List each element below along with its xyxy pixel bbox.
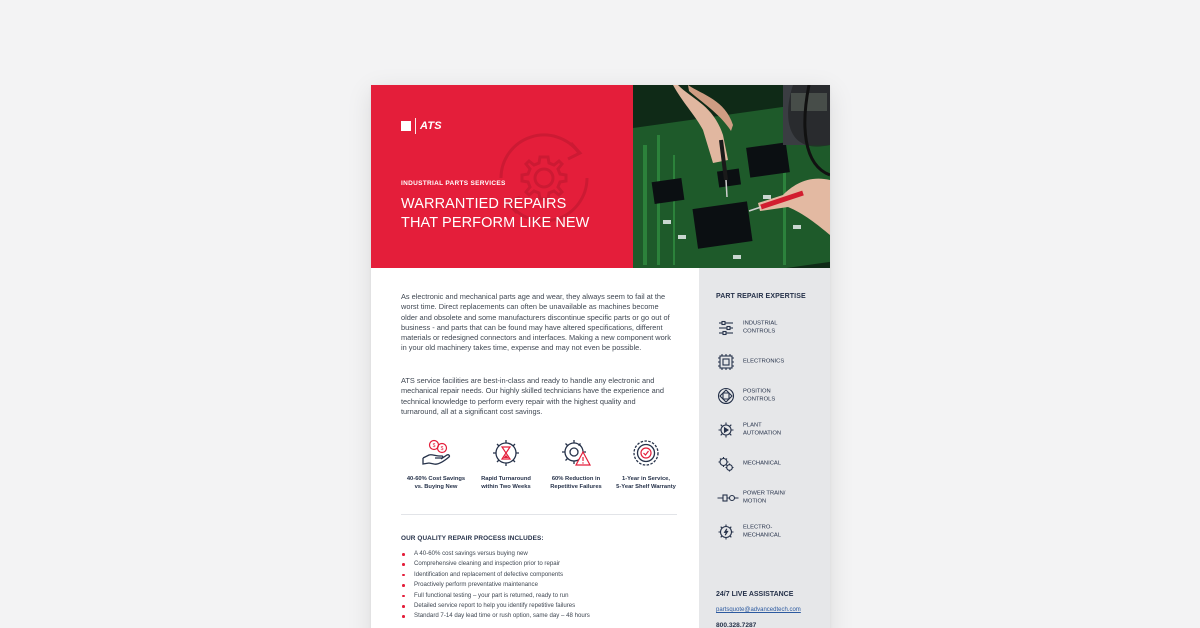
headline: [401, 195, 621, 233]
stat-label-cost: [401, 475, 471, 491]
electronics-icon: [717, 353, 735, 371]
sidebar-item-industrial-controls: [716, 316, 826, 340]
headline-line-1: WARRANTIED REPAIRS: [401, 196, 567, 212]
svg-text:$: $: [432, 443, 436, 449]
plant-automation-icon: [717, 421, 735, 439]
sidebar-item-label: POWER TRAIN/ MOTION: [743, 490, 786, 504]
stat-turnaround: [471, 438, 541, 491]
sidebar-item-electronics: [716, 350, 826, 374]
stat-line-2: 5-Year Shelf Warranty: [616, 484, 676, 490]
gear-warning-icon: [560, 438, 592, 468]
electro-mechanical-icon: [717, 523, 735, 541]
mechanical-icon: [717, 455, 735, 473]
stat-label-reduction: [541, 475, 611, 491]
power-train-icon: [717, 489, 739, 507]
stats-row: [401, 438, 681, 498]
sidebar-item-label: ELECTRONICS: [743, 358, 785, 365]
assist-title: 24/7 LIVE ASSISTANCE: [716, 591, 794, 598]
stat-label-turnaround: [471, 475, 541, 491]
list-item: Identification and replacement of defective components: [401, 570, 681, 580]
intro-paragraph: As electronic and mechanical parts age and wear, they always seem to fail at the worst time. Direct replacements can often be unavailable as machines become older and obsolete and some manufacturers discontinue specific parts or go out of business - and parts that can be found may have altered specifications, different materials or redesigned connectors and interfaces. Making a new component work in your old machinery takes time, expense and may not even be possible.: [401, 292, 671, 353]
flyer-document: [371, 85, 830, 628]
stat-line-1: 1-Year in Service,: [621, 476, 671, 482]
list-item: Detailed service report to help you identify repetitive failures: [401, 601, 681, 611]
list-item: Comprehensive cleaning and inspection prior to repair: [401, 559, 681, 569]
sidebar-item-label: ELECTRO- MECHANICAL: [743, 524, 782, 538]
gear-hourglass-icon: [490, 438, 522, 468]
stat-line-1: Rapid Turnaround: [481, 476, 531, 482]
stat-line-2: within Two Weeks: [481, 484, 531, 490]
eyebrow-label: INDUSTRIAL PARTS SERVICES: [401, 180, 506, 187]
logo-text: ATS: [420, 120, 442, 132]
process-title: OUR QUALITY REPAIR PROCESS INCLUDES:: [401, 535, 544, 542]
sidebar-item-label: INDUSTRIAL CONTROLS: [743, 320, 778, 334]
sidebar-item-power-train: [716, 486, 826, 510]
stat-line-2: vs. Buying New: [414, 484, 458, 490]
sidebar-title: PART REPAIR EXPERTISE: [716, 293, 806, 300]
position-controls-icon: [717, 387, 735, 405]
sidebar-item-label: PLANT AUTOMATION: [743, 422, 782, 436]
process-list: [401, 549, 681, 622]
list-item: A 40-60% cost savings versus buying new: [401, 549, 681, 559]
stat-warranty: [611, 438, 681, 491]
sidebar-item-label: MECHANICAL: [743, 460, 782, 467]
stat-line-1: 40-60% Cost Savings: [406, 476, 466, 482]
stat-line-1: 60% Reduction in: [551, 476, 601, 482]
hero-red-panel: [371, 85, 633, 268]
stat-label-warranty: [611, 475, 681, 491]
sidebar-item-plant-automation: [716, 418, 826, 442]
sidebar-item-electro-mechanical: [716, 520, 826, 544]
sidebar-item-label: POSITION CONTROLS: [743, 388, 776, 402]
list-item: Standard 7-14 day lead time or rush option, same day – 48 hours: [401, 611, 681, 621]
svg-text:$: $: [440, 446, 444, 452]
list-item: Full functional testing – your part is returned, ready to run: [401, 591, 681, 601]
logo-divider: [415, 118, 416, 134]
headline-line-2: THAT PERFORM LIKE NEW: [401, 215, 590, 231]
assist-phone: 800.328.7287: [716, 622, 757, 628]
stat-reduction: [541, 438, 611, 491]
hero-banner: [371, 85, 830, 268]
sidebar-item-position-controls: [716, 384, 826, 408]
expertise-sidebar: [699, 268, 830, 628]
circuit-board-test-photo: [633, 85, 830, 268]
sidebar-item-mechanical: [716, 452, 826, 476]
ats-logo: [401, 118, 442, 134]
main-column: [371, 268, 699, 628]
logo-square-mark: [401, 121, 411, 131]
industrial-controls-icon: [717, 319, 735, 337]
hand-coins-icon: [420, 438, 452, 468]
section-divider: [401, 514, 677, 515]
assist-email-link[interactable]: partsquote@advancedtech.com: [716, 607, 801, 613]
stat-line-2: Repetitive Failures: [550, 484, 602, 490]
stat-cost-savings: [401, 438, 471, 491]
badge-check-icon: [630, 438, 662, 468]
service-paragraph: ATS service facilities are best-in-class and ready to handle any electronic and mechanical repair needs. Our highly skilled technicians have the experience and technical knowledge to perform every repair with the highest quality and turnaround, all at a significant cost savings.: [401, 376, 664, 416]
list-item: Proactively perform preventative maintenance: [401, 580, 681, 590]
